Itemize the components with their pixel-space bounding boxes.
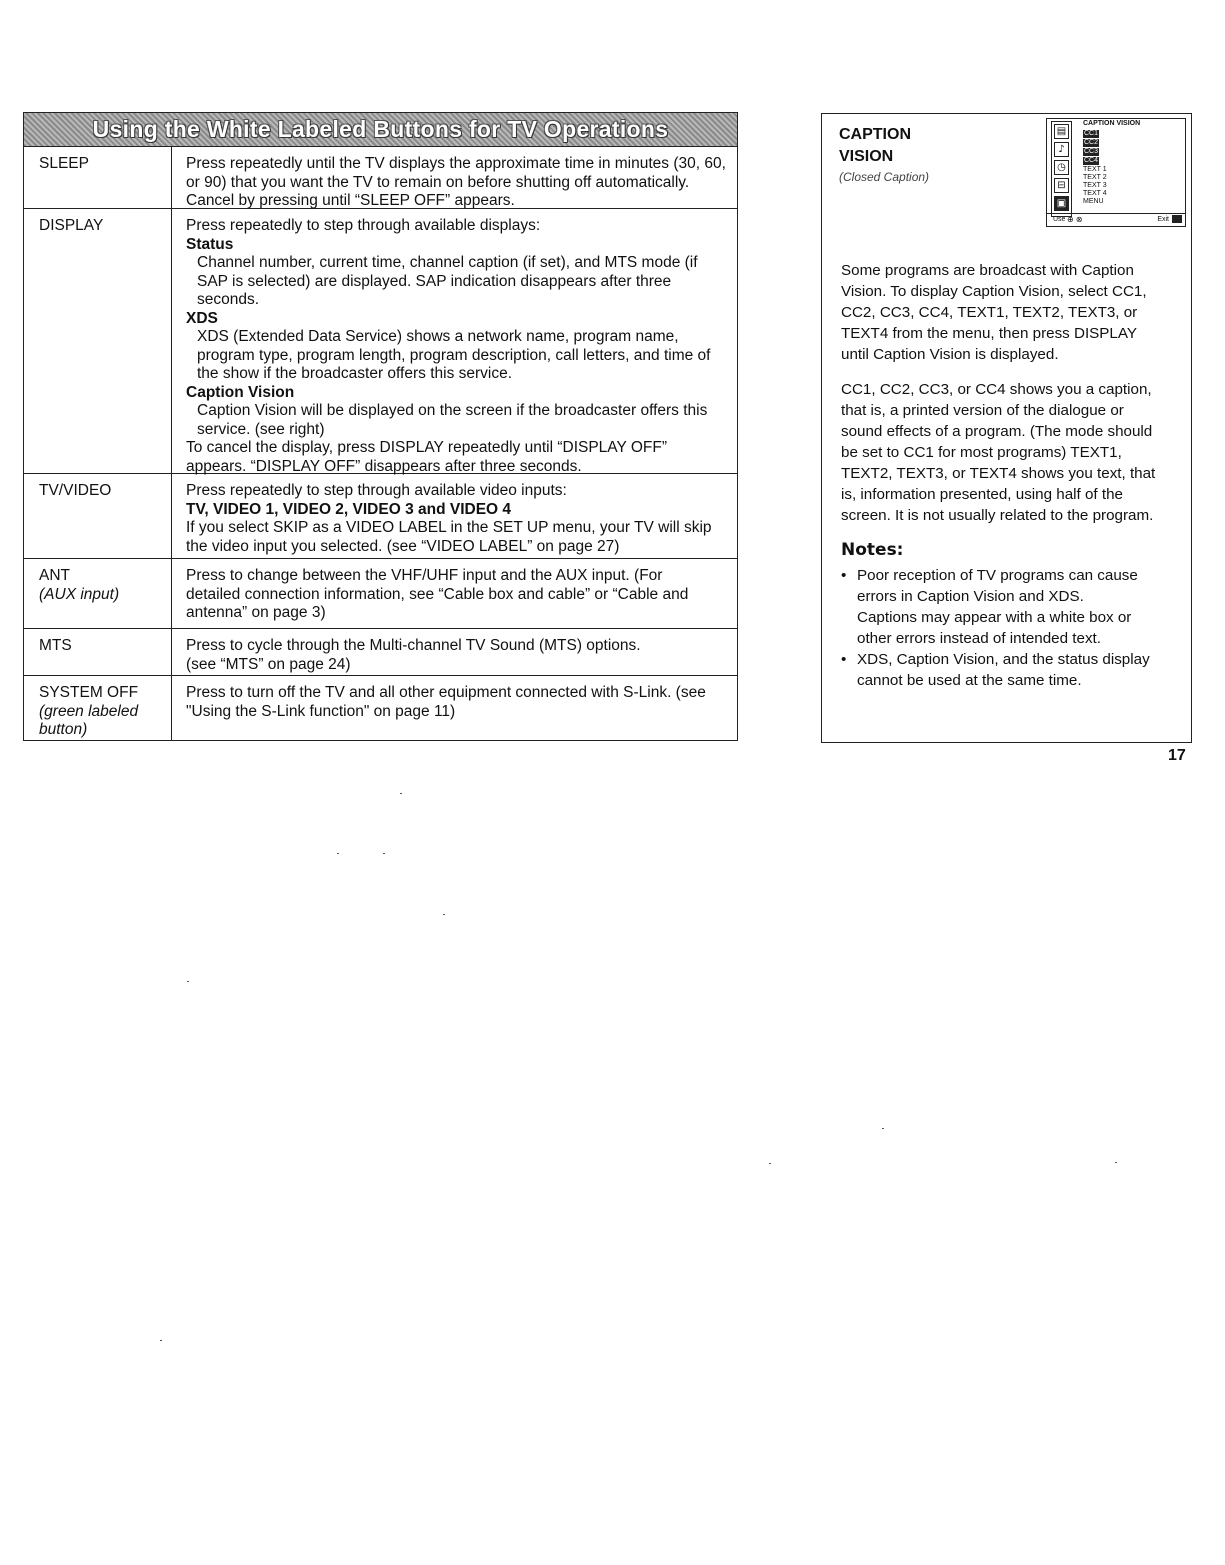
text-line: other errors instead of intended text. <box>857 630 1101 647</box>
description-line: or 90) that you want the TV to remain on before shutting off automatically. <box>186 173 690 191</box>
button-name <box>24 474 172 558</box>
text-line: CC1, CC2, CC3, or CC4 shows you a caption, <box>841 381 1152 398</box>
menu-item: CC4 <box>1084 157 1099 164</box>
text-line: Some programs are broadcast with Caption <box>841 262 1134 279</box>
status-heading: Status <box>186 235 234 253</box>
button-name <box>24 209 172 473</box>
scan-speck <box>443 914 445 915</box>
description-line: Press repeatedly to step through available displays: <box>186 217 541 234</box>
description-line: If you select SKIP as a VIDEO LABEL in the SET UP menu, your TV will skip <box>186 519 712 536</box>
paragraph <box>841 260 1183 365</box>
note-item <box>841 649 1183 691</box>
table-row-sleep <box>24 147 737 209</box>
button-name-label: SLEEP <box>39 155 89 172</box>
description-line: Press to change between the VHF/UHF input and the AUX input. (For <box>186 567 663 584</box>
note-item <box>841 565 1183 649</box>
menu-item: TEXT 4 <box>1083 190 1107 197</box>
description-line: the show if the broadcaster offers this service. <box>197 365 513 382</box>
description-line: the video input you selected. (see “VIDEO LABEL” on page 27) <box>186 537 620 555</box>
toolbox-icon: ⊟ <box>1054 178 1069 193</box>
button-description <box>172 209 737 473</box>
panel-subtitle: (Closed Caption) <box>839 170 930 184</box>
button-name <box>24 676 172 740</box>
description-line: Cancel by pressing until “SLEEP OFF” appears. <box>186 192 515 209</box>
button-name-label: ANT <box>39 567 70 584</box>
description-line: program type, program length, program description, call letters, and time of <box>197 346 711 364</box>
scan-speck <box>400 793 402 794</box>
description-line: detailed connection information, see “Cable box and cable” or “Cable and <box>186 585 689 603</box>
caption-vision-menu-illustration <box>1046 118 1186 227</box>
picture-icon: ▤ <box>1054 124 1069 139</box>
button-description <box>172 676 737 740</box>
button-name-label: SYSTEM OFF <box>39 684 139 701</box>
description-line: "Using the S-Link function" on page 11) <box>186 702 456 720</box>
text-line: screen. It is not usually related to the program. <box>841 507 1154 524</box>
text-line: until Caption Vision is displayed. <box>841 346 1059 363</box>
button-description <box>172 147 737 208</box>
section-banner <box>24 113 737 147</box>
tv-operations-table <box>23 112 738 741</box>
table-row-display <box>24 209 737 474</box>
menu-exit-label: Exit <box>1157 216 1169 223</box>
description-line: appears. “DISPLAY OFF” disappears after three seconds. <box>186 457 582 475</box>
menu-header: CAPTION VISION <box>1083 120 1141 127</box>
description-line: To cancel the display, press DISPLAY repeatedly until “DISPLAY OFF” <box>186 439 668 456</box>
description-line: Press repeatedly until the TV displays the approximate time in minutes (30, 60, <box>186 155 726 172</box>
scan-speck <box>187 981 189 982</box>
button-name-sublabel: button) <box>39 721 88 738</box>
joystick-icon: ⊕ ⊗ <box>1067 215 1083 224</box>
menu-item: CC3 <box>1084 148 1099 155</box>
button-name-label: DISPLAY <box>39 217 104 234</box>
bullet-icon: • <box>841 567 847 584</box>
description-line: Press repeatedly to step through available video inputs: <box>186 482 567 499</box>
text-line: CC2, CC3, CC4, TEXT1, TEXT2, TEXT3, or <box>841 304 1138 321</box>
scan-speck <box>337 853 339 854</box>
caption-vision-heading: Caption Vision <box>186 383 295 401</box>
panel-title-line: CAPTION <box>839 126 911 143</box>
text-line: Poor reception of TV programs can cause <box>857 567 1138 584</box>
scan-speck <box>769 1163 771 1164</box>
panel-title-line: VISION <box>839 148 894 165</box>
button-name <box>24 629 172 675</box>
menu-item: CC2 <box>1084 139 1099 146</box>
button-name <box>24 147 172 208</box>
xds-heading: XDS <box>186 309 218 327</box>
text-line: TEXT4 from the menu, then press DISPLAY <box>841 325 1137 342</box>
scan-speck <box>1115 1162 1117 1163</box>
menu-item: TEXT 1 <box>1083 166 1107 173</box>
paragraph <box>841 379 1183 526</box>
text-line: Vision. To display Caption Vision, select CC1, <box>841 283 1147 300</box>
scan-speck <box>160 1340 162 1341</box>
scan-speck <box>383 853 385 854</box>
button-description <box>172 474 737 558</box>
text-line: Captions may appear with a white box or <box>857 609 1132 626</box>
menu-item: TEXT 3 <box>1083 182 1107 189</box>
description-line: seconds. <box>197 291 260 308</box>
text-line: cannot be used at the same time. <box>857 672 1082 689</box>
bullet-icon: • <box>841 651 847 668</box>
button-name-label: TV/VIDEO <box>39 482 112 499</box>
description-line: Channel number, current time, channel caption (if set), and MTS mode (if <box>197 254 698 271</box>
text-line: TEXT2, TEXT3, or TEXT4 shows you text, that <box>841 465 1156 482</box>
caption-vision-panel <box>821 113 1192 743</box>
video-inputs-list: TV, VIDEO 1, VIDEO 2, VIDEO 3 and VIDEO 4 <box>186 500 512 518</box>
button-description <box>172 559 737 628</box>
music-note-icon: ♪ <box>1054 142 1069 157</box>
table-row-tv-video <box>24 474 737 559</box>
description-line: antenna” on page 3) <box>186 604 326 621</box>
table-row-mts <box>24 629 737 676</box>
text-line: is, information presented, using half of the <box>841 486 1123 503</box>
text-line: XDS, Caption Vision, and the status display <box>857 651 1150 668</box>
caption-icon: ▣ <box>1054 196 1069 211</box>
text-line: be set to CC1 for most programs) TEXT1, <box>841 444 1122 461</box>
description-line: service. (see right) <box>197 420 325 438</box>
menu-footer <box>1047 213 1185 226</box>
button-description <box>172 629 737 675</box>
caption-vision-body <box>841 260 1183 691</box>
menu-item: TEXT 2 <box>1083 174 1107 181</box>
description-line: XDS (Extended Data Service) shows a network name, program name, <box>197 328 679 345</box>
text-line: errors in Caption Vision and XDS. <box>857 588 1084 605</box>
menu-exit-icon <box>1172 215 1182 223</box>
text-line: sound effects of a program. (The mode should <box>841 423 1153 440</box>
description-line: (see “MTS” on page 24) <box>186 655 351 673</box>
menu-item: CC1 <box>1084 130 1099 137</box>
text-line: that is, a printed version of the dialogue or <box>841 402 1124 419</box>
menu-use-label: Use <box>1053 216 1066 223</box>
description-line: SAP is selected) are displayed. SAP indication disappears after three <box>197 272 672 290</box>
button-name <box>24 559 172 628</box>
scan-speck <box>882 1128 884 1129</box>
menu-item: MENU <box>1083 198 1104 205</box>
button-name-sublabel: (green labeled <box>39 702 139 720</box>
button-name-sublabel: (AUX input) <box>39 585 120 603</box>
table-row-ant <box>24 559 737 629</box>
description-line: Press to cycle through the Multi-channel TV Sound (MTS) options. <box>186 637 641 654</box>
description-line: Press to turn off the TV and all other equipment connected with S-Link. (see <box>186 684 706 701</box>
table-row-system-off <box>24 676 737 740</box>
section-title: Using the White Labeled Buttons for TV Operations <box>92 116 669 142</box>
timer-icon: ◷ <box>1054 160 1069 175</box>
button-name-label: MTS <box>39 637 72 654</box>
menu-icon-column <box>1051 121 1072 217</box>
description-line: Caption Vision will be displayed on the screen if the broadcaster offers this <box>197 402 708 419</box>
page-number: 17 <box>1168 747 1186 764</box>
notes-heading: Notes: <box>841 540 904 560</box>
